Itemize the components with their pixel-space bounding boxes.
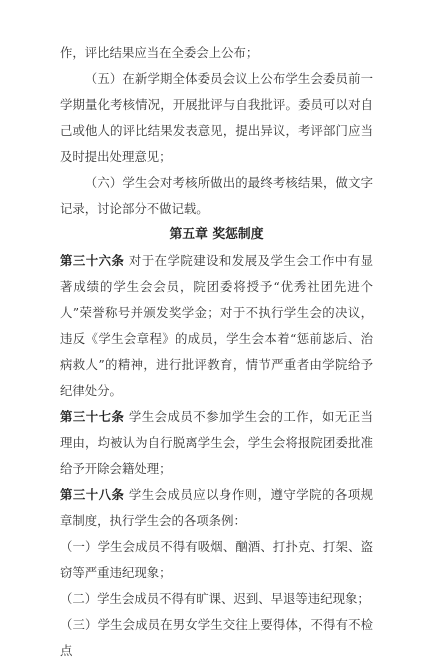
article-37-label: 第三十七条	[60, 409, 125, 424]
list-item-three: （三）学生会成员在男女学生交往上要得体，不得有不检点	[60, 617, 373, 658]
list-item-two: （二）学生会成员不得有旷课、迟到、早退等违纪现象；	[60, 591, 370, 606]
article-37-text: 学生会成员不参加学生会的工作，如无正当理由，均被认为自行脱离学生会，学生会将报院团委批准给予开除会籍处理；	[60, 409, 374, 476]
paragraph-item-five: （五）在新学期全体委员会议上公布学生会委员前一学期量化考核情况，开展批评与自我批评。委员可以对自己或他人的评比结果发表意见，提出异议，考评部门应当及时提出处理意见；	[60, 71, 373, 164]
chapter-heading: 第五章 奖惩制度	[169, 227, 264, 242]
article-37	[60, 404, 373, 482]
article-36-text: 对于在学院建设和发展及学生会工作中有显著成绩的学生会会员，院团委将授予“优秀社团先进个人”荣誉称号并颁发奖学金；对于不执行学生会的决议，违反《学生会章程》的成员，学生会本着“惩前毖后、治病救人”的精神，进行批评教育，情节严重者由学院给予纪律处分。	[60, 253, 374, 398]
article-38-text: 学生会成员应以身作则，遵守学院的各项规章制度，执行学生会的各项条例：	[60, 487, 374, 528]
article-36	[60, 248, 373, 404]
paragraph-item-six: （六）学生会对考核所做出的最终考核结果，做文字记录，讨论部分不做记载。	[60, 175, 373, 216]
article-38-label: 第三十八条	[60, 487, 125, 502]
article-36-label: 第三十六条	[60, 253, 125, 268]
article-38	[60, 482, 373, 534]
paragraph-continuation: 作，评比结果应当在全委会上公布；	[60, 45, 259, 60]
list-item-one: （一）学生会成员不得有吸烟、酗酒、打扑克、打架、盗窃等严重违纪现象；	[60, 539, 373, 580]
